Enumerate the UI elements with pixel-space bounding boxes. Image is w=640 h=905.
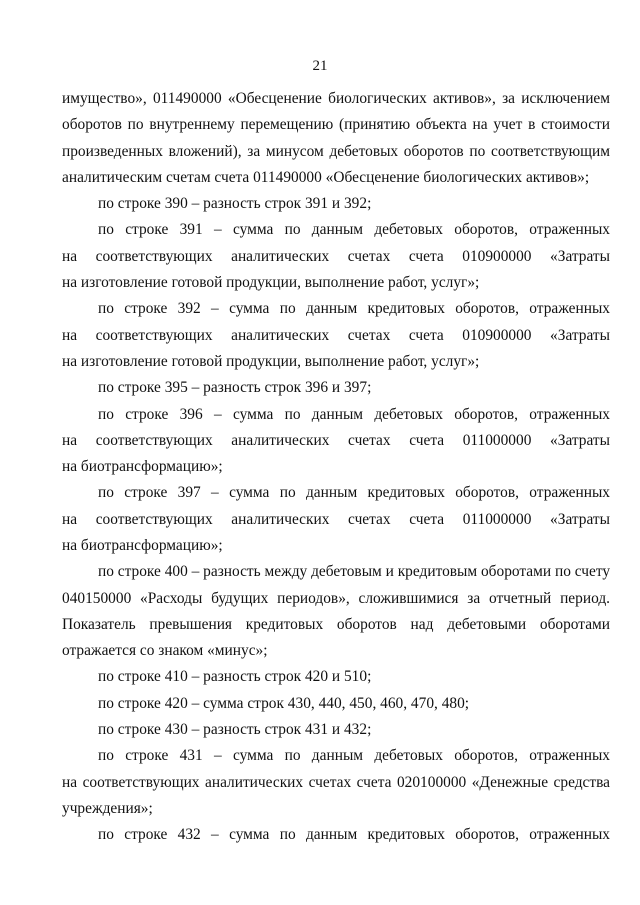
- text-line: 040150000 «Расходы будущих периодов», сложившимися за отчетный период.: [62, 590, 610, 607]
- text-line: на биотрансформацию»;: [62, 537, 223, 554]
- text-line: аналитическим счетам счета 011490000 «Обесценение биологических активов»;: [62, 169, 590, 186]
- text-line: по строке 410 – разность строк 420 и 510;: [98, 668, 372, 685]
- text-line: по строке 396 – сумма по данным дебетовых оборотов, отраженных: [98, 406, 610, 423]
- text-line: на изготовление готовой продукции, выполнение работ, услуг»;: [62, 353, 480, 370]
- text-line: на соответствующих аналитических счетах счета 010900000 «Затраты: [62, 327, 610, 344]
- text-line: по строке 391 – сумма по данным дебетовых оборотов, отраженных: [98, 221, 610, 238]
- text-line: на изготовление готовой продукции, выполнение работ, услуг»;: [62, 274, 480, 291]
- text-line: по строке 400 – разность между дебетовым и кредитовым оборотами по счету: [98, 563, 611, 580]
- text-line: по строке 397 – сумма по данным кредитовых оборотов, отраженных: [98, 484, 610, 501]
- text-line: по строке 420 – сумма строк 430, 440, 450, 460, 470, 480;: [98, 695, 470, 712]
- text-line: учреждения»;: [62, 800, 153, 817]
- text-line: по строке 395 – разность строк 396 и 397;: [98, 379, 372, 396]
- text-line: на соответствующих аналитических счетах счета 010900000 «Затраты: [62, 248, 610, 265]
- text-line: по строке 432 – сумма по данным кредитовых оборотов, отраженных: [98, 826, 610, 843]
- text-line: Показатель превышения кредитовых оборотов над дебетовыми оборотами: [62, 616, 610, 633]
- text-line: произведенных вложений), за минусом дебетовых оборотов по соответствующим: [62, 143, 610, 160]
- text-line: отражается со знаком «минус»;: [62, 642, 268, 659]
- text-line: на биотрансформацию»;: [62, 458, 223, 475]
- text-line: по строке 392 – сумма по данным кредитовых оборотов, отраженных: [98, 300, 610, 317]
- text-line: по строке 430 – разность строк 431 и 432;: [98, 721, 372, 738]
- text-line: на соответствующих аналитических счетах счета 011000000 «Затраты: [62, 432, 610, 449]
- text-line: по строке 390 – разность строк 391 и 392;: [98, 195, 372, 212]
- text-line: имущество», 011490000 «Обесценение биологических активов», за исключением: [62, 90, 610, 107]
- text-line: на соответствующих аналитических счетах счета 011000000 «Затраты: [62, 511, 610, 528]
- page-number: 21: [312, 58, 328, 74]
- text-line: оборотов по внутреннему перемещению (принятию объекта на учет в стоимости: [62, 116, 610, 133]
- text-line: на соответствующих аналитических счетах счета 020100000 «Денежные средства: [62, 774, 610, 791]
- text-line: по строке 431 – сумма по данным дебетовых оборотов, отраженных: [98, 747, 610, 764]
